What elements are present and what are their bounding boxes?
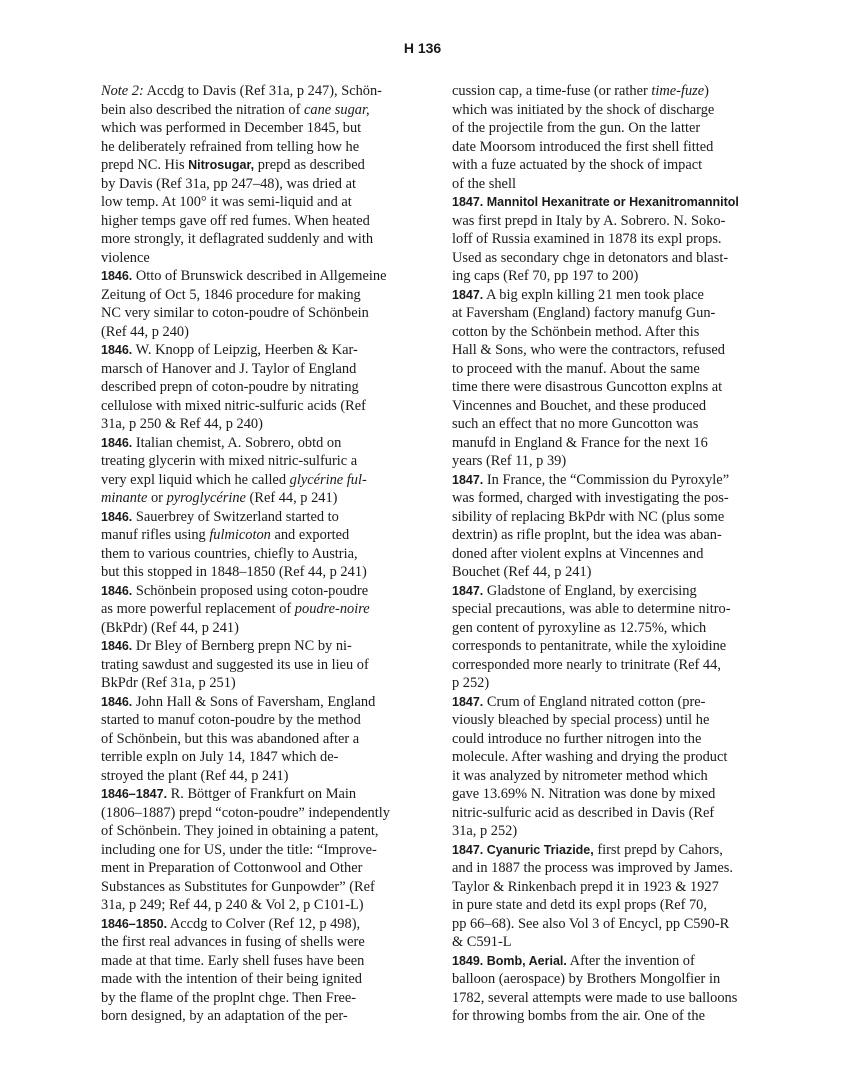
text-line: special precautions, was able to determine nitro- xyxy=(452,601,731,617)
text-line: (BkPdr) (Ref 44, p 241) xyxy=(101,619,239,636)
text-line: stroyed the plant (Ref 44, p 241) xyxy=(101,767,289,784)
text-line: loff of Russia examined in 1878 its expl props. xyxy=(452,231,722,247)
right-column xyxy=(452,82,772,1026)
left-column xyxy=(101,82,423,1026)
text-line: trating sawdust and suggested its use in lieu of xyxy=(101,656,369,673)
text-line: and in 1887 the process was improved by James. xyxy=(452,860,733,876)
text-line: which was performed in December 1845, but xyxy=(101,120,362,136)
text-line: the first real advances in fusing of shells were xyxy=(101,934,365,950)
text-line: 1846. Otto of Brunswick described in Allgemeine xyxy=(101,268,387,284)
text-line: started to manuf coton-poudre by the method xyxy=(101,712,361,728)
text-line: dextrin) as rifle proplnt, but the idea was aban- xyxy=(452,527,722,543)
text-line: NC very similar to coton-poudre of Schönbein xyxy=(101,305,369,321)
text-line: of Schönbein. They joined in obtaining a patent, xyxy=(101,823,379,839)
text-line: 1847. Gladstone of England, by exercising xyxy=(452,582,697,599)
text-line: in pure state and detd its expl props (Ref 70, xyxy=(452,897,707,913)
text-line: gen content of pyroxyline as 12.75%, which xyxy=(452,619,707,636)
text-line: to proceed with the manuf. About the same xyxy=(452,360,700,377)
text-line: gave 13.69% N. Nitration was done by mixed xyxy=(452,786,716,802)
text-line: 1782, several attempts were made to use balloons xyxy=(452,989,738,1006)
page-header: H 136 xyxy=(403,40,442,56)
text-line: violence xyxy=(101,249,150,266)
text-line: 1846. W. Knopp of Leipzig, Heerben & Kar- xyxy=(101,342,358,358)
text-line: 1846. Schönbein proposed using coton-poudre xyxy=(101,582,369,599)
text-line: & C591-L xyxy=(452,934,512,950)
text-line: 1846–1850. Accdg to Colver (Ref 12, p 498), xyxy=(101,915,361,932)
text-line: could introduce no further nitrogen into the xyxy=(452,730,702,747)
text-line: low temp. At 100° it was semi-liquid and at xyxy=(101,194,352,210)
text-line: marsch of Hanover and J. Taylor of England xyxy=(101,360,357,377)
text-line: doned after violent explns at Vincennes and xyxy=(452,545,704,562)
text-line: at Faversham (England) factory manufg Gun- xyxy=(452,305,716,321)
text-line: terrible expln on July 14, 1847 which de- xyxy=(101,749,339,765)
text-line: he deliberately refrained from telling how he xyxy=(101,138,360,155)
text-line: years (Ref 11, p 39) xyxy=(452,453,567,469)
text-line: 1846. Sauerbrey of Switzerland started to xyxy=(101,508,339,525)
text-line: by the flame of the proplnt chge. Then Free- xyxy=(101,989,357,1006)
text-line: such an effect that no more Guncotton was xyxy=(452,416,699,432)
text-line: 1846. Dr Bley of Bernberg prepn NC by ni- xyxy=(101,638,352,654)
text-line: of the shell xyxy=(452,175,516,192)
text-line: (1806–1887) prepd “coton-poudre” independently xyxy=(101,804,390,821)
text-line: 1847. A big expln killing 21 men took place xyxy=(452,286,704,303)
text-line: Substances as Substitutes for Gunpowder” (Ref xyxy=(101,878,375,895)
text-line: but this stopped in 1848–1850 (Ref 44, p 241) xyxy=(101,564,367,580)
text-line: described prepn of coton-poudre by nitrating xyxy=(101,379,359,395)
text-line: was formed, charged with investigating the pos- xyxy=(452,490,729,506)
text-line: including one for US, under the title: “Improve- xyxy=(101,841,377,858)
text-line: time there were disastrous Guncotton explns at xyxy=(452,379,723,395)
text-line: sibility of replacing BkPdr with NC (plus some xyxy=(452,508,725,525)
text-line: born designed, by an adaptation of the per- xyxy=(101,1008,348,1024)
text-line: Zeitung of Oct 5, 1846 procedure for making xyxy=(101,286,361,303)
text-line: corresponded more nearly to trinitrate (Ref 44, xyxy=(452,656,721,673)
text-line: cellulose with mixed nitric-sulfuric acids (Ref xyxy=(101,397,366,414)
text-line: Used as secondary chge in detonators and blast- xyxy=(452,249,729,266)
text-line: Note 2: Accdg to Davis (Ref 31a, p 247), Schön- xyxy=(101,83,382,99)
text-line: 1846. Italian chemist, A. Sobrero, obtd on xyxy=(101,434,342,451)
text-line: them to various countries, chiefly to Austria, xyxy=(101,545,358,562)
text-line: by Davis (Ref 31a, pp 247–48), was dried at xyxy=(101,175,356,192)
text-line: which was initiated by the shock of discharge xyxy=(452,101,715,118)
text-line: Bouchet (Ref 44, p 241) xyxy=(452,564,592,580)
text-line: 1847. Crum of England nitrated cotton (pre- xyxy=(452,693,706,710)
text-line: nitric-sulfuric acid as described in Davis (Ref xyxy=(452,804,715,821)
text-line: very expl liquid which he called glycérine ful- xyxy=(101,471,367,488)
text-line: cussion cap, a time-fuse (or rather time-fuze) xyxy=(452,83,709,99)
text-line: pp 66–68). See also Vol 3 of Encycl, pp C590-R xyxy=(452,915,730,932)
text-line: 1847. Mannitol Hexanitrate or Hexanitromannitol xyxy=(452,195,739,209)
text-line: made at that time. Early shell fuses have been xyxy=(101,952,365,969)
text-line: balloon (aerospace) by Brothers Mongolfier in xyxy=(452,971,721,987)
text-line: 1846–1847. R. Böttger of Frankfurt on Main xyxy=(101,786,357,802)
text-line: treating glycerin with mixed nitric-sulfuric a xyxy=(101,453,358,469)
text-line: 1846. John Hall & Sons of Faversham, England xyxy=(101,693,376,710)
text-line: cotton by the Schönbein method. After this xyxy=(452,323,700,340)
text-line: of Schönbein, but this was abandoned after a xyxy=(101,730,360,747)
text-line: manufd in England & France for the next 16 xyxy=(452,434,708,451)
text-line: prepd NC. His Nitrosugar, prepd as described xyxy=(101,157,365,173)
text-line: more strongly, it deflagrated suddenly and with xyxy=(101,231,374,247)
text-line: bein also described the nitration of cane sugar, xyxy=(101,101,370,118)
text-line: higher temps gave off red fumes. When heated xyxy=(101,212,370,229)
text-line: for throwing bombs from the air. One of the xyxy=(452,1008,705,1024)
text-line: date Moorsom introduced the first shell fitted xyxy=(452,138,714,155)
text-line: 1849. Bomb, Aerial. After the invention of xyxy=(452,952,695,969)
text-line: (Ref 44, p 240) xyxy=(101,323,189,340)
text-line: as more powerful replacement of poudre-noire xyxy=(101,601,370,617)
text-line: BkPdr (Ref 31a, p 251) xyxy=(101,675,236,691)
text-line: was first prepd in Italy by A. Sobrero. N. Soko- xyxy=(452,212,726,229)
text-line: 31a, p 250 & Ref 44, p 240) xyxy=(101,416,263,432)
text-line: 31a, p 249; Ref 44, p 240 & Vol 2, p C101-L) xyxy=(101,897,364,913)
text-line: ing caps (Ref 70, pp 197 to 200) xyxy=(452,268,639,284)
text-line: minante or pyroglycérine (Ref 44, p 241) xyxy=(101,490,338,506)
text-line: 1847. In France, the “Commission du Pyroxyle” xyxy=(452,471,730,488)
text-line: Vincennes and Bouchet, and these produced xyxy=(452,397,707,414)
text-line: ment in Preparation of Cottonwool and Other xyxy=(101,860,363,876)
text-line: molecule. After washing and drying the product xyxy=(452,749,728,765)
text-line: p 252) xyxy=(452,675,490,691)
text-line: with a fuze actuated by the shock of impact xyxy=(452,157,703,173)
text-line: corresponds to pentanitrate, while the xyloidine xyxy=(452,638,727,654)
text-line: viously bleached by special process) until he xyxy=(452,712,710,728)
text-line: 1847. Cyanuric Triazide, first prepd by Cahors, xyxy=(452,841,723,858)
text-line: it was analyzed by nitrometer method which xyxy=(452,767,708,784)
text-line: Taylor & Rinkenbach prepd it in 1923 & 1927 xyxy=(452,878,719,895)
text-line: Hall & Sons, who were the contractors, refused xyxy=(452,342,725,358)
text-line: manuf rifles using fulmicoton and exported xyxy=(101,527,350,543)
text-line: of the projectile from the gun. On the latter xyxy=(452,120,701,136)
text-line: made with the intention of their being ignited xyxy=(101,971,362,987)
text-line: 31a, p 252) xyxy=(452,823,518,839)
